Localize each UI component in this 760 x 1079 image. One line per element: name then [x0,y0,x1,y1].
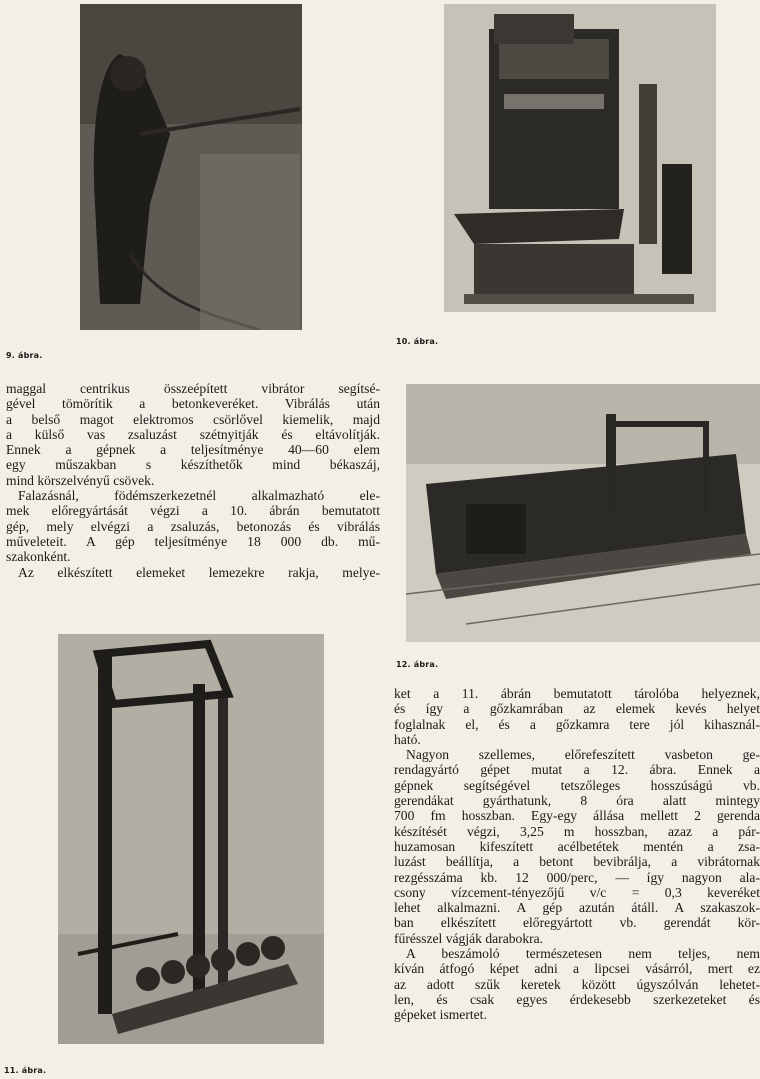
text-line: kíván átfogó képet adni a lipcsei vásárról, mert ez [394,961,760,977]
text-line: mek előregyártását végzi a 10. ábrán bemutatott [6,503,380,519]
text-line: gével tömörítik a betonkeveréket. Vibrálás után [6,396,380,412]
text-line: gerendákat gyárthatunk, 8 óra alatt mintegy [394,793,760,809]
text-line: fűrésszel vágják darabokra. [394,930,544,946]
text-line: rendagyártó gépet mutat a 12. ábra. Ennek a [394,762,760,778]
text-line: luzást beállítja, a betont bevibrálja, a vibrátornak [394,854,760,870]
text-line: maggal centrikus összeépített vibrátor segítsé- [6,381,380,396]
text-line: len, és csak egyes érdekesebb szerkezeteket és [394,991,760,1007]
text-line: az adott szűk keretek között úgyszólván lehetet- [394,976,760,992]
text-line: szakonként. [6,549,71,565]
text-line: rezgésszáma kb. 12 000/perc, — így nagyon ala- [394,869,760,885]
text-line: ható. [394,731,421,747]
text-line: készítését végzi, 3,25 m hosszban, azaz a pár- [394,823,760,839]
text-line: ket a 11. ábrán bemutatott tárolóba helyeznek, [394,686,760,701]
text-line: Az elkészített elemeket lemezekre rakja, melye- [18,564,380,580]
text-line: ban elkészített előregyártott vb. gerendát kör- [394,915,760,931]
text-line: Ennek a gépnek a teljesítménye 40—60 elem [6,442,380,458]
text-line: a külső vas zsaluzást szétnyitják és eltávolítják. [6,426,380,442]
figure-11-caption: 11. ábra. [4,1066,47,1075]
figure-9-caption: 9. ábra. [6,351,43,360]
text-line: huzamosan kifeszített acélbetétek mentén a zsa- [394,838,760,854]
text-line: és így a gőzkamrában az elemek kevés helyet [394,701,760,717]
text-line: műveleteit. A gép teljesítménye 18 000 db. mű- [6,533,380,549]
text-line: gépeket ismertet. [394,1007,487,1023]
figure-9-photo [80,4,302,330]
figure-10-caption: 10. ábra. [396,337,439,346]
text-line: A beszámoló természetesen nem teljes, nem [406,946,760,962]
figure-10-photo [444,4,716,312]
right-column-text [394,686,760,1023]
text-line: Falazásnál, födémszerkezetnél alkalmazható ele- [18,488,380,504]
text-line: csony vízcement-tényezőjű v/c = 0,3 keveréket [394,884,760,900]
text-line: 700 fm hosszban. Egy-egy állása mellett 2 gerenda [394,808,760,824]
figure-11-photo [58,634,324,1044]
text-line: mind körszelvényű csövek. [6,472,155,488]
left-column-text [6,381,380,580]
text-line: gép, mely elvégzi a zsaluzás, betonozás és vibrálás [6,518,380,534]
text-line: gépnek segítségével tetszőleges hosszúságú vb. [394,777,760,793]
figure-12-photo [406,384,760,642]
text-line: a belső magot elektromos csörlővel kiemelik, majd [6,411,380,427]
figure-12-caption: 12. ábra. [396,660,439,669]
text-line: egy műszakban s készíthetők mind békaszáj, [6,457,380,473]
text-line: Nagyon szellemes, előrefeszített vasbeton ge- [406,747,760,763]
text-line: foglalnak el, és a gőzkamra tere jól kihasznál- [394,716,760,732]
text-line: lehet alkalmazni. A gép azután átáll. A szakaszok- [394,900,760,916]
